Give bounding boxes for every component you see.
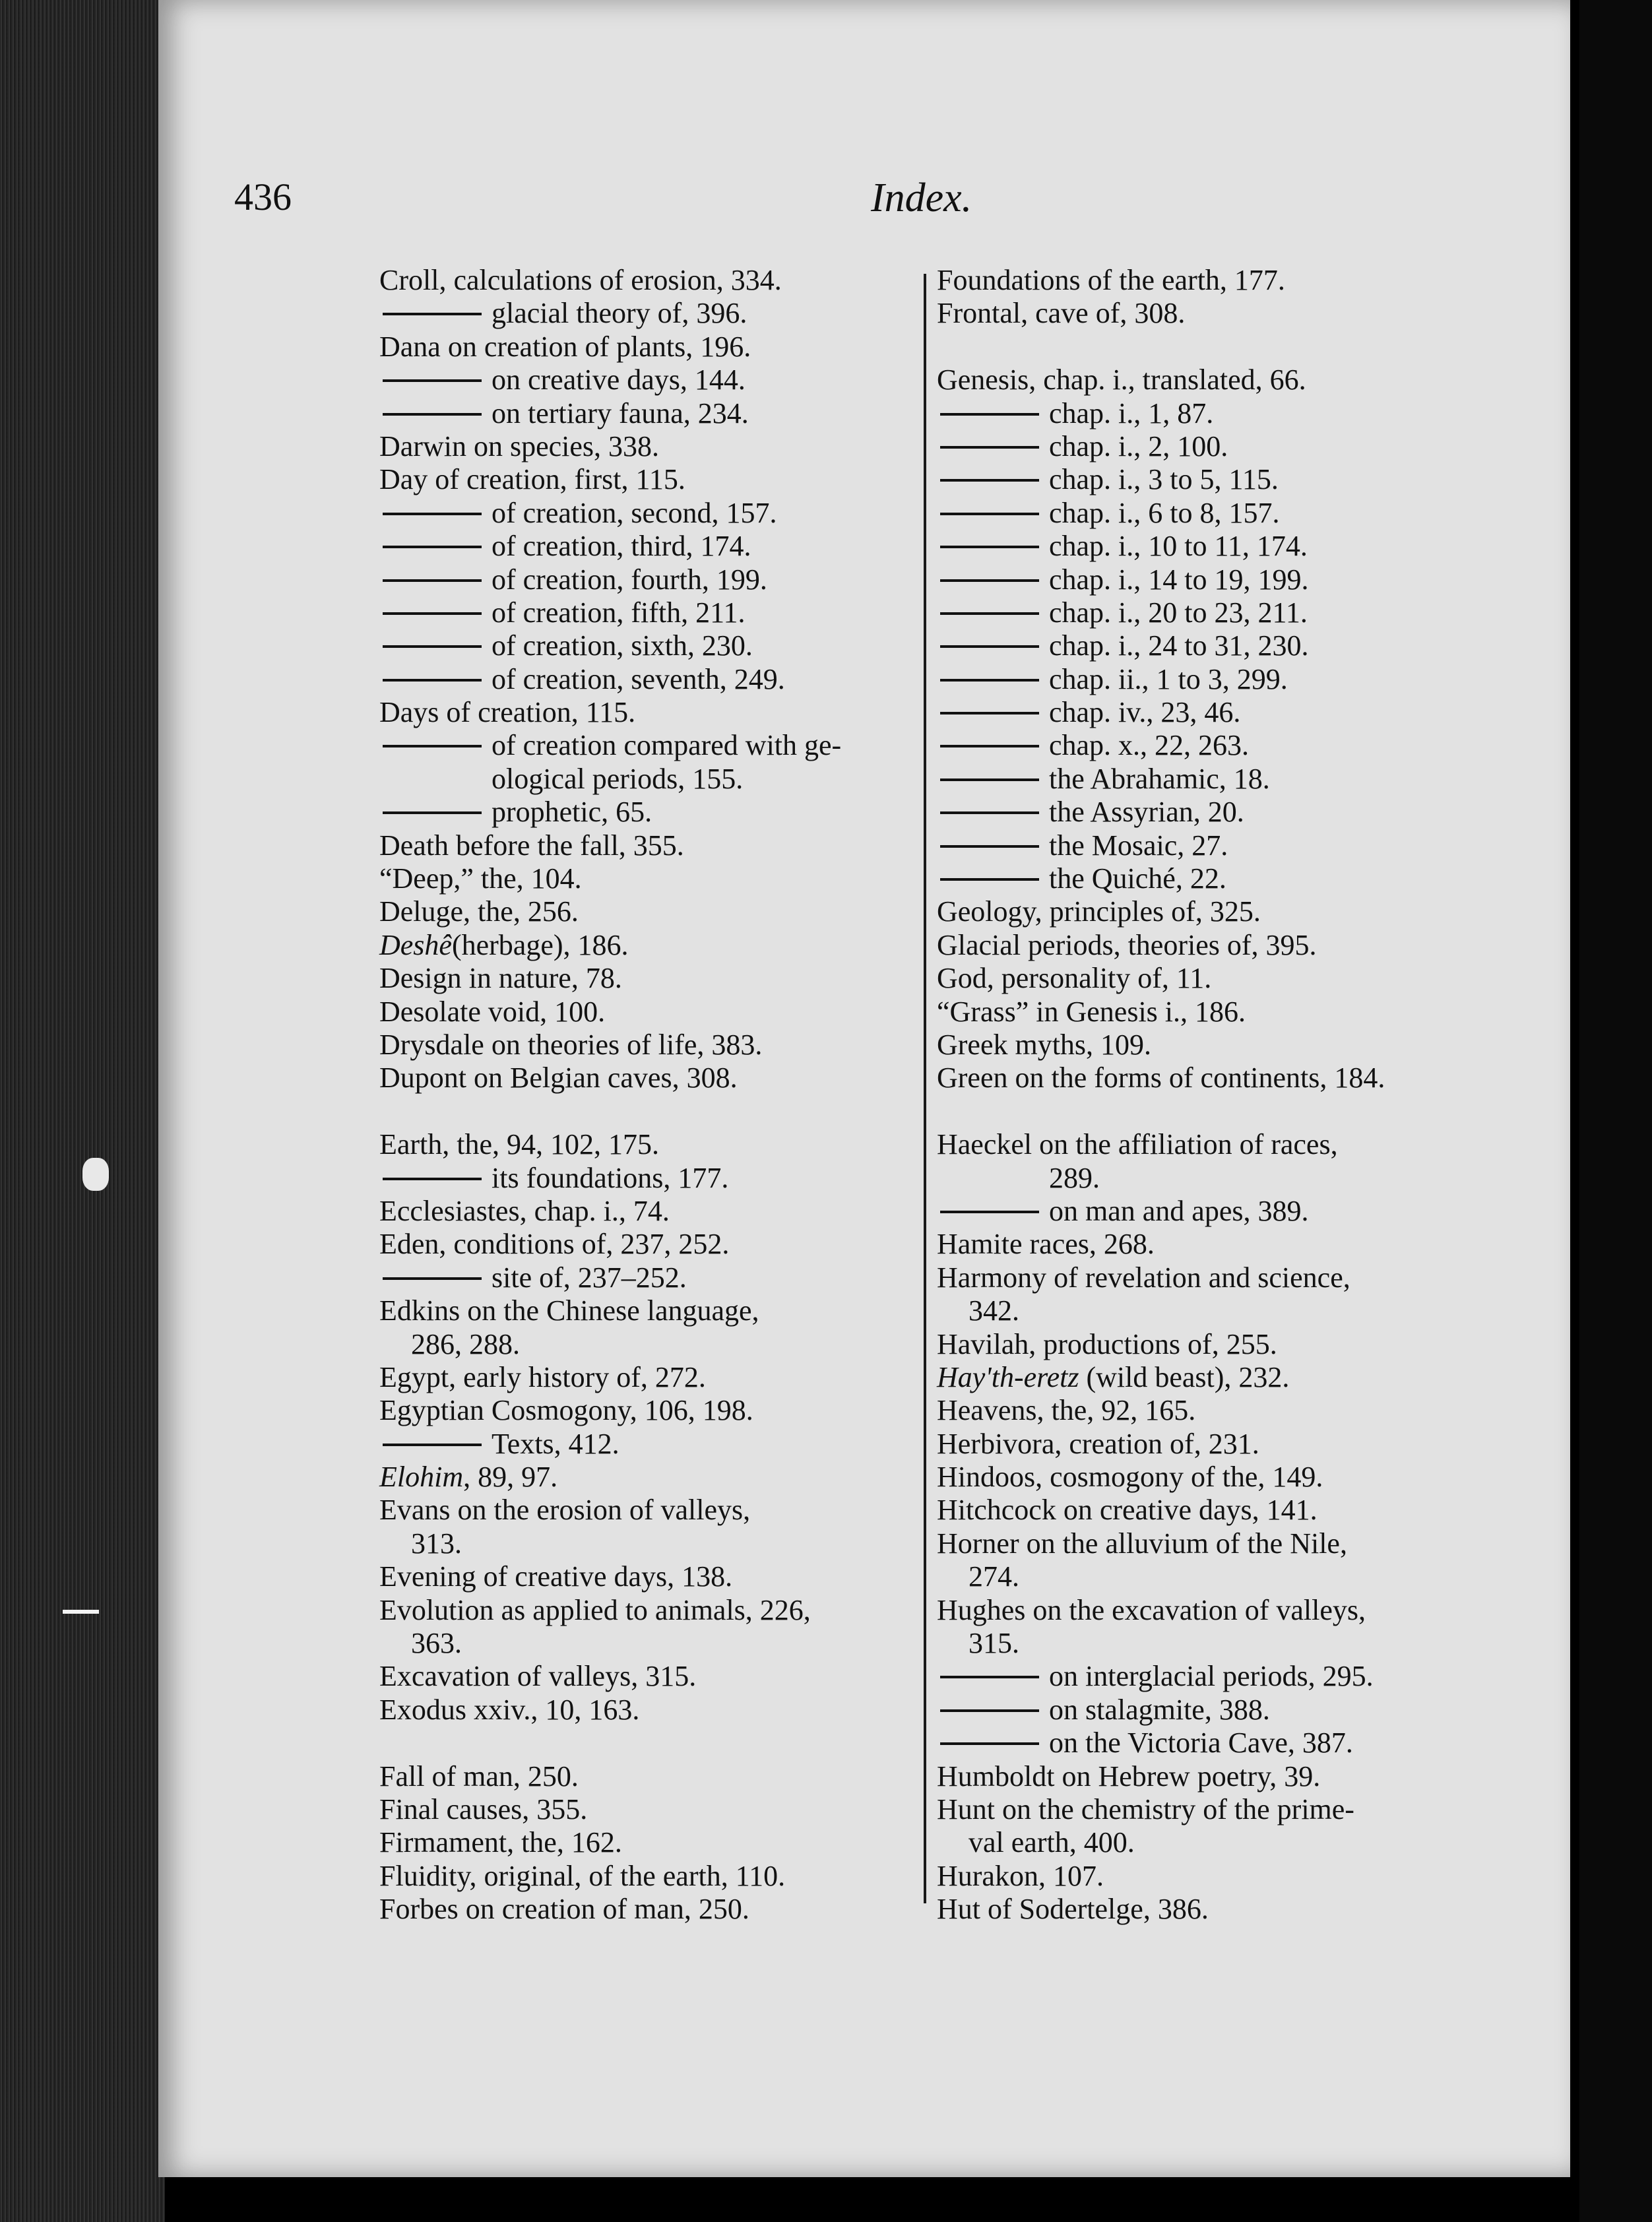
- index-entry: [937, 1527, 1484, 1560]
- index-entry: [379, 1860, 907, 1893]
- index-entry: [937, 1461, 1484, 1494]
- index-subentry: [379, 297, 907, 330]
- index-entry-text: (wild beast), 232.: [1079, 1360, 1290, 1393]
- index-entry-text: Herbivora, creation of, 231.: [937, 1427, 1259, 1460]
- index-entry: [379, 1029, 907, 1062]
- index-entry-text: 289.: [1049, 1161, 1100, 1194]
- index-entry-continuation: [937, 1162, 1484, 1195]
- index-entry-text: prophetic, 65.: [492, 796, 652, 829]
- index-entry-text: 363.: [411, 1627, 462, 1660]
- index-entry: [379, 996, 907, 1029]
- index-entry-text: chap. i., 14 to 19, 199.: [1049, 563, 1309, 596]
- index-entry-text: chap. i., 2, 100.: [1049, 429, 1228, 462]
- index-subentry: [937, 829, 1484, 862]
- index-entry-text: Hurakon, 107.: [937, 1859, 1104, 1892]
- index-entry-text: Fall of man, 250.: [379, 1760, 579, 1793]
- index-entry-text: of creation, sixth, 230.: [492, 629, 753, 662]
- index-subentry: [937, 1727, 1484, 1760]
- index-entry-text: Texts, 412.: [492, 1427, 620, 1460]
- index-entry-text: Croll, calculations of erosion, 334.: [379, 264, 782, 296]
- index-entry-text: on the Victoria Cave, 387.: [1049, 1727, 1353, 1760]
- index-entry-text: 286, 288.: [411, 1327, 520, 1360]
- index-entry-text: the Assyrian, 20.: [1049, 796, 1244, 829]
- index-entry-text: site of, 237–252.: [492, 1261, 687, 1294]
- index-spacer: [379, 1727, 907, 1760]
- index-entry: [937, 1361, 1484, 1394]
- index-entry-text: “Deep,” the, 104.: [379, 862, 582, 895]
- index-subentry: [937, 796, 1484, 829]
- index-entry-text: chap. i., 6 to 8, 157.: [1049, 496, 1280, 529]
- index-entry-text: Darwin on species, 338.: [379, 429, 660, 462]
- index-entry-text: Egyptian Cosmogony, 106, 198.: [379, 1394, 753, 1427]
- index-entry: [379, 862, 907, 895]
- index-entry-text: the Mosaic, 27.: [1049, 829, 1228, 862]
- index-entry-text: chap. i., 3 to 5, 115.: [1049, 463, 1279, 496]
- index-entry-text: Deluge, the, 256.: [379, 895, 579, 928]
- index-entry-text: Hindoos, cosmogony of the, 149.: [937, 1461, 1323, 1494]
- index-subentry: [937, 397, 1484, 430]
- index-subentry: [379, 796, 907, 829]
- index-entry-text: of creation, seventh, 249.: [492, 662, 785, 695]
- index-entry: [379, 1461, 907, 1494]
- index-subentry: [937, 463, 1484, 496]
- index-entry-text: Hunt on the chemistry of the prime-: [937, 1793, 1354, 1825]
- index-entry-text: Design in nature, 78.: [379, 962, 622, 995]
- index-entry: [379, 1394, 907, 1427]
- index-entry-text: Fluidity, original, of the earth, 110.: [379, 1859, 786, 1892]
- index-subentry: [937, 629, 1484, 662]
- index-entry-text: Evans on the erosion of valleys,: [379, 1494, 751, 1527]
- index-entry: [937, 297, 1484, 330]
- index-entry-text: on tertiary fauna, 234.: [492, 397, 749, 429]
- index-subentry: [379, 1261, 907, 1294]
- index-subentry: [937, 596, 1484, 629]
- index-entry-text: Frontal, cave of, 308.: [937, 297, 1186, 330]
- index-entry-text: Death before the fall, 355.: [379, 829, 684, 862]
- index-entry: [379, 1893, 907, 1926]
- index-entry-italic-term: Deshê: [379, 928, 452, 961]
- index-subentry: [937, 696, 1484, 729]
- index-subentry: [937, 530, 1484, 563]
- index-entry-text: Genesis, chap. i., translated, 66.: [937, 364, 1306, 397]
- index-entry-text: Hitchcock on creative days, 141.: [937, 1494, 1318, 1527]
- index-entry-text: Final causes, 355.: [379, 1793, 588, 1825]
- index-entry: [379, 1560, 907, 1593]
- index-entry: [937, 1793, 1484, 1826]
- index-entry-text: Evolution as applied to animals, 226,: [379, 1593, 811, 1626]
- page-title: Index.: [871, 175, 972, 220]
- index-subentry: [379, 497, 907, 530]
- index-entry-text: 274.: [969, 1560, 1019, 1593]
- index-spacer: [937, 331, 1484, 364]
- index-entry-text: Hamite races, 268.: [937, 1228, 1155, 1261]
- index-entry-text: Haeckel on the affiliation of races,: [937, 1128, 1338, 1161]
- index-entry-text: chap. i., 20 to 23, 211.: [1049, 596, 1308, 629]
- index-entry-text: the Quiché, 22.: [1049, 862, 1226, 895]
- index-entry-italic-term: Hay'th-eretz: [937, 1360, 1079, 1393]
- index-entry-text: on man and apes, 389.: [1049, 1194, 1309, 1227]
- index-entry: [379, 1760, 907, 1793]
- index-entry: [379, 1594, 907, 1627]
- index-entry-text: Forbes on creation of man, 250.: [379, 1893, 749, 1926]
- index-entry-continuation: [379, 763, 907, 796]
- index-entry-text: chap. ii., 1 to 3, 299.: [1049, 662, 1288, 695]
- index-entry-text: Dupont on Belgian caves, 308.: [379, 1062, 738, 1095]
- index-entry-text: on interglacial periods, 295.: [1049, 1660, 1374, 1693]
- index-entry-continuation: [937, 1560, 1484, 1593]
- index-entry: [379, 1228, 907, 1261]
- index-subentry: [379, 596, 907, 629]
- index-entry: [379, 1793, 907, 1826]
- index-entry-text: 342.: [969, 1294, 1019, 1327]
- book-right-shadow: [1579, 0, 1652, 2222]
- index-entry: [937, 1760, 1484, 1793]
- index-entry: [379, 696, 907, 729]
- index-entry: [379, 463, 907, 496]
- index-subentry: [937, 729, 1484, 762]
- index-entry: [379, 430, 907, 463]
- index-subentry: [937, 430, 1484, 463]
- index-subentry: [937, 497, 1484, 530]
- index-subentry: [937, 1694, 1484, 1727]
- paper-speck: [82, 1158, 109, 1191]
- index-entry-text: Desolate void, 100.: [379, 995, 606, 1028]
- index-subentry: [379, 397, 907, 430]
- index-entry-continuation: [379, 1527, 907, 1560]
- index-entry: [379, 1826, 907, 1859]
- index-entry-text: ological periods, 155.: [492, 762, 744, 795]
- index-entry-text: glacial theory of, 396.: [492, 297, 747, 330]
- index-entry: [937, 895, 1484, 928]
- index-entry-continuation: [379, 1328, 907, 1361]
- index-entry-text: 315.: [969, 1627, 1019, 1660]
- index-subentry: [937, 1195, 1484, 1228]
- index-entry-text: Foundations of the earth, 177.: [937, 264, 1285, 296]
- index-entry-text: Egypt, early history of, 272.: [379, 1360, 706, 1393]
- index-entry-text: Harmony of revelation and science,: [937, 1261, 1350, 1294]
- index-subentry: [379, 530, 907, 563]
- index-entry: [937, 264, 1484, 297]
- book-page-edges: [0, 0, 165, 2222]
- index-subentry: [379, 663, 907, 696]
- index-entry: [937, 1893, 1484, 1926]
- index-subentry: [379, 364, 907, 397]
- index-entry: [379, 895, 907, 928]
- index-entry-text: Greek myths, 109.: [937, 1028, 1152, 1061]
- index-entry: [379, 1660, 907, 1693]
- index-entry-text: Exodus xxiv., 10, 163.: [379, 1693, 640, 1726]
- index-subentry: [937, 663, 1484, 696]
- index-entry-text: its foundations, 177.: [492, 1161, 729, 1194]
- index-entry-text: Glacial periods, theories of, 395.: [937, 928, 1317, 961]
- index-entry-text: Green on the forms of continents, 184.: [937, 1062, 1385, 1095]
- index-entry-continuation: [937, 1826, 1484, 1859]
- index-entry-text: Heavens, the, 92, 165.: [937, 1394, 1196, 1427]
- index-entry: [379, 1494, 907, 1527]
- index-subentry: [937, 1660, 1484, 1693]
- index-spacer: [379, 1095, 907, 1128]
- index-entry-text: Hut of Sodertelge, 386.: [937, 1893, 1209, 1926]
- index-entry: [937, 1128, 1484, 1161]
- index-entry: [379, 1694, 907, 1727]
- index-subentry: [937, 763, 1484, 796]
- index-entry-text: Hughes on the excavation of valleys,: [937, 1593, 1366, 1626]
- index-entry-text: Dana on creation of plants, 196.: [379, 330, 751, 363]
- index-entry-text: 313.: [411, 1527, 462, 1560]
- page-number: 436: [234, 175, 292, 218]
- index-entry: [937, 364, 1484, 397]
- index-entry: [379, 1062, 907, 1095]
- index-subentry: [937, 563, 1484, 596]
- index-entry: [379, 1294, 907, 1327]
- index-entry-continuation: [379, 1627, 907, 1660]
- index-entry: [379, 331, 907, 364]
- column-divider: [924, 274, 926, 1903]
- index-spacer: [937, 1095, 1484, 1128]
- index-subentry: [379, 1162, 907, 1195]
- index-column-left: [379, 264, 907, 1926]
- index-subentry: [379, 729, 907, 762]
- index-entry-text: Firmament, the, 162.: [379, 1826, 622, 1859]
- index-entry-text: Eden, conditions of, 237, 252.: [379, 1228, 730, 1261]
- index-entry-continuation: [937, 1627, 1484, 1660]
- index-entry: [937, 1428, 1484, 1461]
- index-entry-continuation: [937, 1294, 1484, 1327]
- index-entry: [379, 962, 907, 995]
- index-entry: [937, 929, 1484, 962]
- index-entry-text: Havilah, productions of, 255.: [937, 1327, 1277, 1360]
- index-subentry: [379, 1428, 907, 1461]
- index-entry-text: of creation compared with ge-: [492, 729, 842, 762]
- index-entry-text: Ecclesiastes, chap. i., 74.: [379, 1194, 670, 1227]
- index-entry-text: chap. i., 1, 87.: [1049, 397, 1214, 429]
- index-entry-text: (herbage), 186.: [451, 928, 629, 961]
- index-entry-text: of creation, third, 174.: [492, 530, 751, 563]
- index-subentry: [379, 563, 907, 596]
- index-entry-text: on stalagmite, 388.: [1049, 1693, 1270, 1726]
- index-entry-text: God, personality of, 11.: [937, 962, 1212, 995]
- index-entry-italic-term: Elohim: [379, 1461, 464, 1494]
- index-column-right: [937, 264, 1484, 1926]
- index-entry-text: chap. x., 22, 263.: [1049, 729, 1250, 762]
- index-entry: [937, 1228, 1484, 1261]
- index-entry-text: Drysdale on theories of life, 383.: [379, 1028, 763, 1061]
- index-entry: [937, 1860, 1484, 1893]
- index-entry-text: chap. iv., 23, 46.: [1049, 696, 1241, 729]
- index-entry: [937, 1328, 1484, 1361]
- index-entry-text: of creation, fifth, 211.: [492, 596, 746, 629]
- index-entry: [937, 1029, 1484, 1062]
- index-entry-text: Day of creation, first, 115.: [379, 463, 685, 496]
- index-subentry: [379, 629, 907, 662]
- index-entry: [937, 1594, 1484, 1627]
- paper-speck: [63, 1610, 99, 1614]
- index-entry: [937, 1261, 1484, 1294]
- index-entry-text: Edkins on the Chinese language,: [379, 1294, 759, 1327]
- index-entry: [379, 1361, 907, 1394]
- index-entry: [379, 264, 907, 297]
- index-entry-text: Excavation of valleys, 315.: [379, 1660, 697, 1693]
- index-entry-text: Humboldt on Hebrew poetry, 39.: [937, 1760, 1321, 1793]
- index-entry-text: “Grass” in Genesis i., 186.: [937, 995, 1246, 1028]
- index-entry-text: Earth, the, 94, 102, 175.: [379, 1128, 660, 1161]
- index-entry: [937, 1394, 1484, 1427]
- index-entry-text: val earth, 400.: [969, 1826, 1135, 1859]
- index-entry: [937, 1062, 1484, 1095]
- index-entry-text: Geology, principles of, 325.: [937, 895, 1261, 928]
- index-entry-text: Days of creation, 115.: [379, 696, 636, 729]
- index-entry: [379, 929, 907, 962]
- index-entry: [379, 829, 907, 862]
- index-entry-text: of creation, second, 157.: [492, 496, 777, 529]
- index-entry-text: of creation, fourth, 199.: [492, 563, 767, 596]
- index-entry-text: chap. i., 24 to 31, 230.: [1049, 629, 1309, 662]
- index-entry-text: , 89, 97.: [463, 1461, 558, 1494]
- index-entry-text: the Abrahamic, 18.: [1049, 762, 1270, 795]
- index-entry: [379, 1128, 907, 1161]
- index-entry-text: on creative days, 144.: [492, 364, 746, 397]
- index-entry-text: chap. i., 10 to 11, 174.: [1049, 530, 1308, 563]
- index-entry: [937, 996, 1484, 1029]
- index-entry: [379, 1195, 907, 1228]
- index-entry: [937, 962, 1484, 995]
- index-subentry: [937, 862, 1484, 895]
- index-entry-text: Horner on the alluvium of the Nile,: [937, 1527, 1347, 1560]
- index-entry-text: Evening of creative days, 138.: [379, 1560, 733, 1593]
- running-head: [234, 175, 1369, 234]
- index-entry: [937, 1494, 1484, 1527]
